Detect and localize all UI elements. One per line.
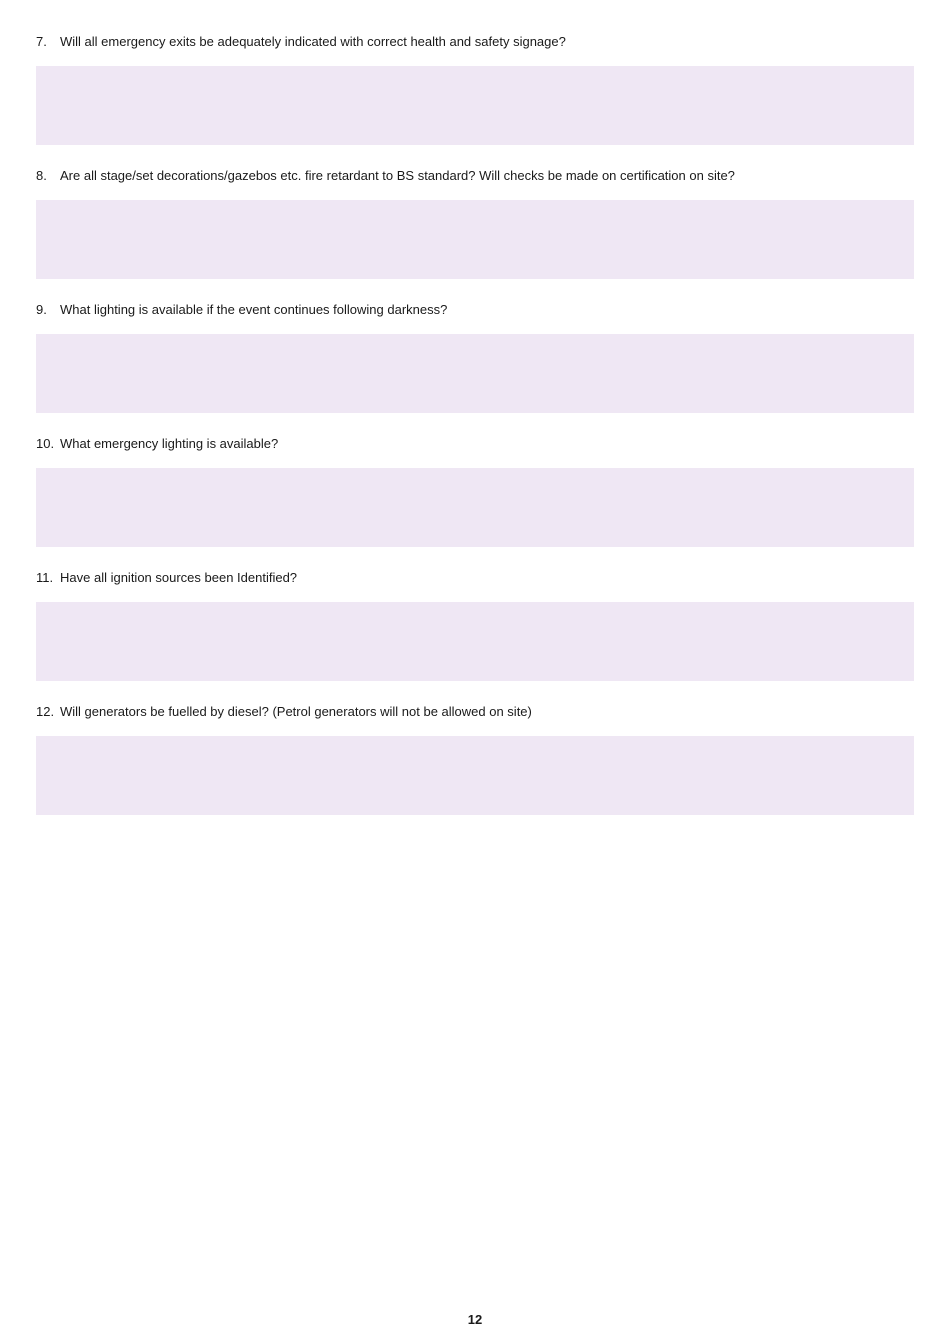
answer-field-10[interactable] <box>36 468 914 547</box>
question-number: 9. <box>36 302 47 317</box>
answer-field-8[interactable] <box>36 200 914 279</box>
question-label <box>36 570 914 586</box>
question-number: 8. <box>36 168 47 183</box>
question-number: 12. <box>36 704 55 719</box>
question-8 <box>36 168 914 184</box>
question-9 <box>36 302 914 318</box>
question-text: Will generators be fuelled by diesel? (Petrol generators will not be allowed on site) <box>60 704 532 719</box>
question-label <box>36 34 914 50</box>
question-12 <box>36 704 914 720</box>
question-10 <box>36 436 914 452</box>
question-label <box>36 168 914 184</box>
question-text: Are all stage/set decorations/gazebos etc. fire retardant to BS standard? Will checks be made on certification on site? <box>60 168 735 183</box>
question-number: 10. <box>36 436 55 451</box>
question-label <box>36 704 914 720</box>
question-text: Will all emergency exits be adequately indicated with correct health and safety signage? <box>60 34 566 49</box>
question-text: Have all ignition sources been Identified? <box>60 570 298 585</box>
question-label <box>36 436 914 452</box>
answer-field-12[interactable] <box>36 736 914 815</box>
question-label <box>36 302 914 318</box>
question-number: 7. <box>36 34 47 49</box>
answer-field-9[interactable] <box>36 334 914 413</box>
answer-field-7[interactable] <box>36 66 914 145</box>
page-number: 12 <box>467 1312 483 1327</box>
answer-field-11[interactable] <box>36 602 914 681</box>
question-number: 11. <box>36 570 54 585</box>
question-11 <box>36 570 914 586</box>
question-7 <box>36 34 914 50</box>
question-text: What emergency lighting is available? <box>60 436 279 451</box>
question-text: What lighting is available if the event continues following darkness? <box>60 302 448 317</box>
